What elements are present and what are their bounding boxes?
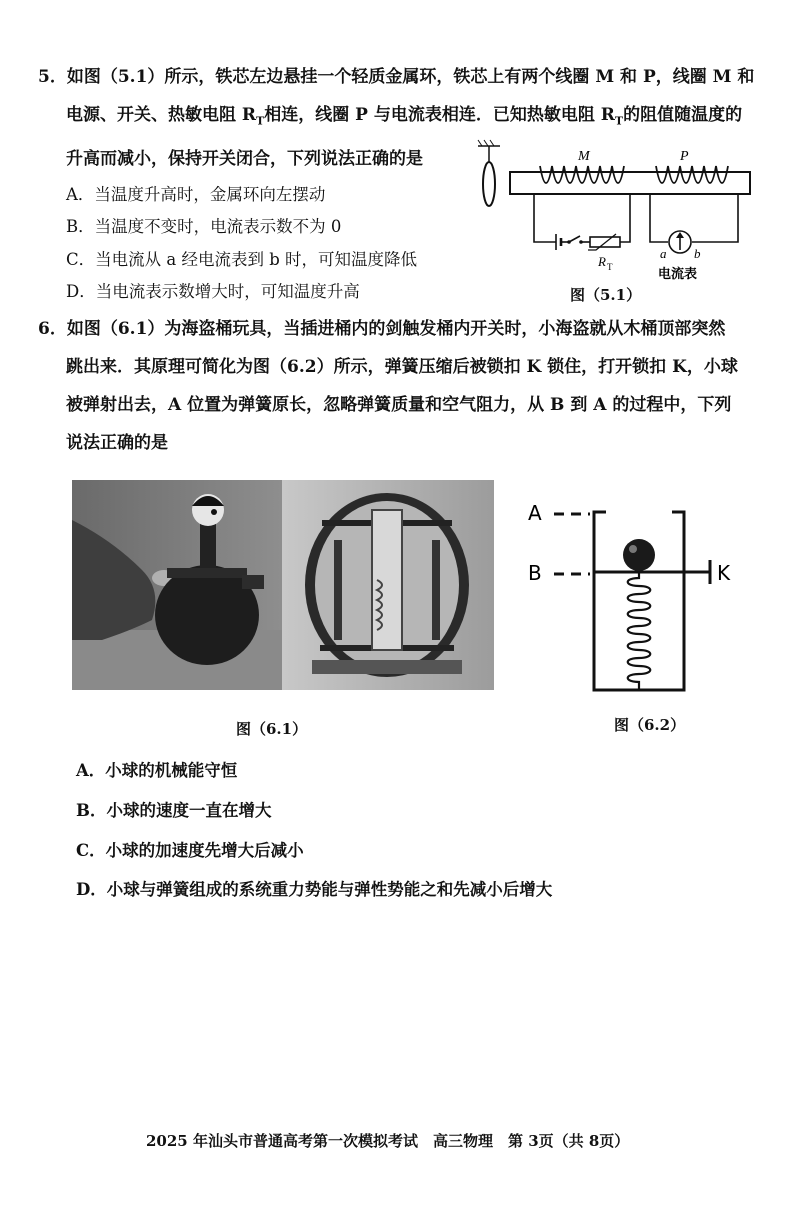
ball [623,539,655,571]
metal-ring [483,162,495,206]
coil-p [656,166,728,183]
figure-6-1-photo [72,480,494,690]
q6-line-3: 被弹射出去，A 位置为弹簧原长，忽略弹簧质量和空气阻力，从 B 到 A 的过程中，下列 [66,395,732,415]
label-a-position: A [528,501,542,525]
q6-line-4: 说法正确的是 [66,433,168,453]
figure-6-2-spring-diagram [520,498,750,698]
label-rt: R [598,254,606,269]
q6-option-a: A．小球的机械能守恒 [76,761,238,780]
label-m: M [578,149,590,164]
q6-option-c: C．小球的加速度先增大后减小 [76,841,304,860]
subscript-t: T [256,114,265,128]
wire-p-right [692,194,738,242]
q5-line-2-mid: 相连，线圈 P 与电流表相连．已知热敏电阻 R [264,105,615,125]
switch-blade [569,236,580,242]
q5-option-b: B．当温度不变时，电流表示数不为 0 [66,217,342,236]
q6-line-2: 跳出来．其原理可简化为图（6.2）所示，弹簧压缩后被锁扣 K 锁住，打开锁扣 K，小球 [66,357,738,377]
q5-line-1: 5．如图（5.1）所示，铁芯左边悬挂一个轻质金属环，铁芯上有两个线圈 M 和 P，线圈 M 和 [38,67,755,87]
ammeter-label: 电流表 [658,267,698,282]
ceiling-hatch [490,140,494,146]
figure-6-1-caption: 图（6.1） [236,720,308,738]
label-b-position: B [528,561,542,585]
figure-6-2-caption: 图（6.2） [614,716,686,734]
ammeter-arrow [676,232,684,238]
q5-option-a: A．当温度升高时，金属环向左摆动 [66,185,326,204]
q6-line-1: 6．如图（6.1）为海盗桶玩具，当插进桶内的剑触发桶内开关时，小海盗就从木桶顶部突然 [38,319,726,339]
label-k: K [717,561,731,585]
label-p: P [680,149,689,164]
ceiling-hatch [484,140,488,146]
q5-line-2-head: 电源、开关、热敏电阻 R [66,105,257,125]
figure-5-1-caption: 图（5.1） [570,286,642,304]
wire-m-left [534,194,556,242]
label-b: b [694,246,701,261]
ceiling-hatch [478,140,482,146]
q5-line-2 [66,104,742,132]
page-footer: 2025 年汕头市普通高考第一次模拟考试 高三物理 第 3页（共 8页） [146,1132,630,1150]
label-a: a [660,246,667,261]
q6-option-b: B．小球的速度一直在增大 [76,801,272,820]
spring [628,572,651,690]
subscript-t: T [614,114,624,128]
pirate-barrel-photo [72,480,494,690]
label-rt-sub: T [607,262,613,272]
figure-5-1-circuit [470,138,760,288]
ball-highlight [629,545,637,553]
q5-line-3: 升高而减小，保持开关闭合，下列说法正确的是 [66,149,423,169]
q5-option-d: D．当电流表示数增大时，可知温度升高 [66,282,360,301]
coil-m [540,166,624,183]
q5-option-c: C．当电流从 a 经电流表到 b 时，可知温度降低 [66,250,418,269]
wire-p-left [650,194,668,242]
q6-option-d: D．小球与弹簧组成的系统重力势能与弹性势能之和先减小后增大 [76,880,553,899]
q5-line-2-tail: 的阻值随温度的 [623,105,743,125]
wire-m-right [620,194,630,242]
